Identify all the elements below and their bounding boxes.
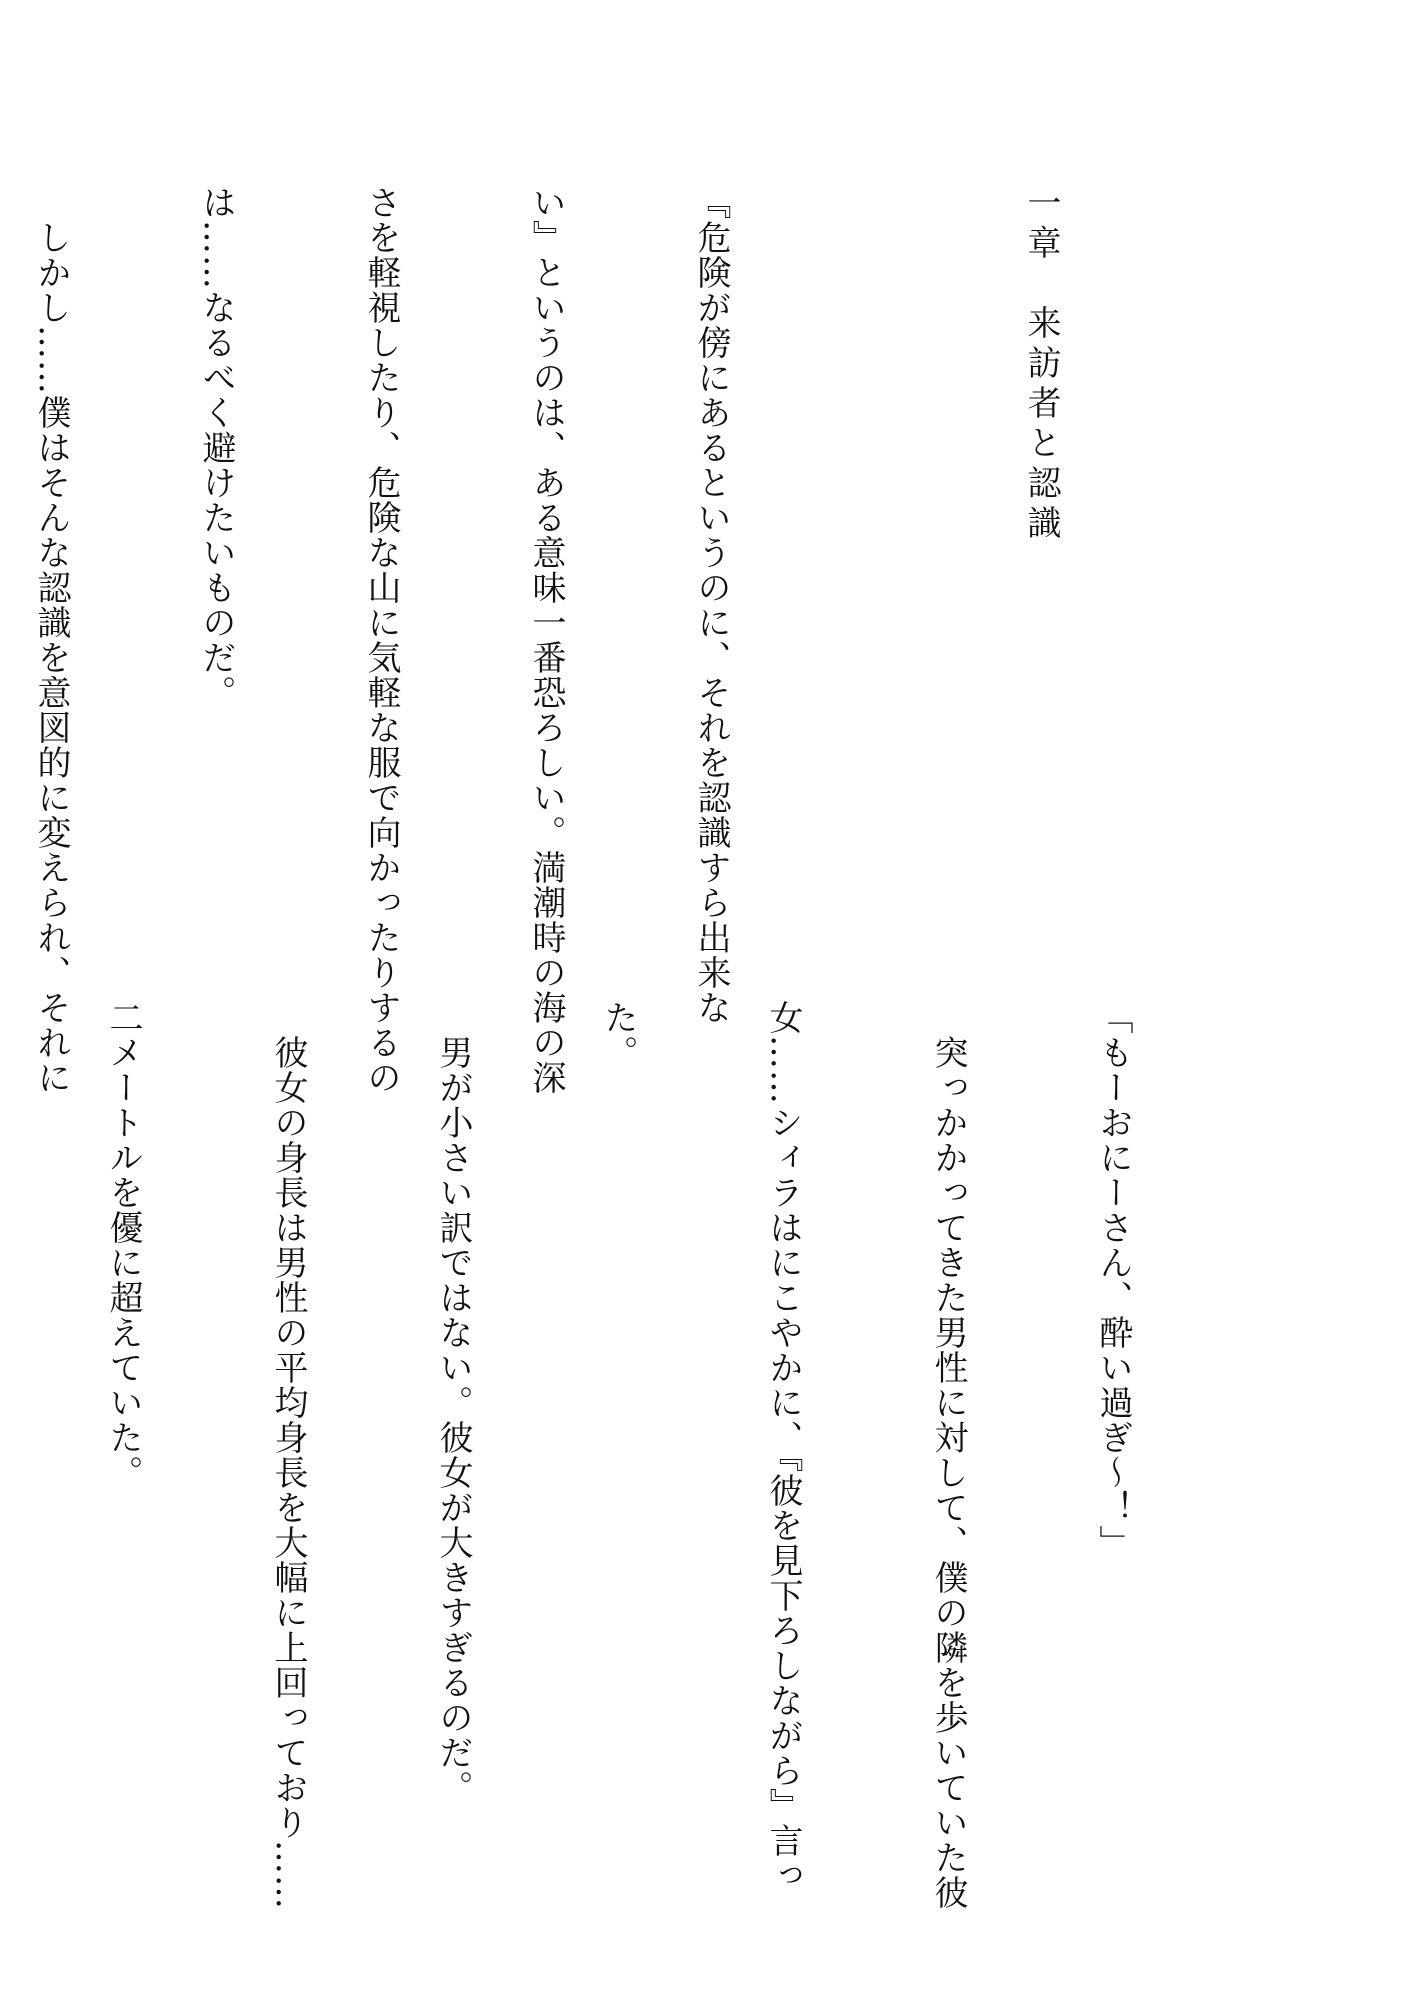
text-line: 彼女の身長は男性の平均身長を大幅に上回っており…… bbox=[268, 1000, 308, 1910]
text-line: 『危険が傍にあるというのに、それを認識すら出来な bbox=[691, 185, 731, 1025]
text-line: 「もーおにーさん、酔い過ぎ〜！」 bbox=[1093, 1000, 1133, 1560]
lower-text-block bbox=[103, 1000, 1250, 1910]
text-line: 二メートルを優に超えていた。 bbox=[103, 1000, 143, 1490]
text-line: た。 bbox=[598, 1000, 638, 1070]
chapter-title: 一章 来訪者と認識 bbox=[1021, 185, 1061, 545]
text-line: さを軽視したり、危険な山に気軽な服で向かったりするの bbox=[361, 185, 401, 1095]
text-line: 女……シィラはにこやかに、『彼を見下ろしながら』言っ bbox=[763, 1000, 803, 1893]
upper-text-block bbox=[31, 185, 1178, 1095]
text-line: は……なるべく避けたいものだ。 bbox=[196, 185, 236, 710]
text-line: しかし……僕はそんな認識を意図的に変えられ、それに bbox=[31, 185, 71, 1095]
text-line: 男が小さい訳ではない。彼女が大きすぎるのだ。 bbox=[433, 1000, 473, 1805]
text-line: い』というのは、ある意味一番恐ろしい。満潮時の海の深 bbox=[526, 185, 566, 1095]
text-line: 突っかかってきた男性に対して、僕の隣を歩いていた彼 bbox=[928, 1000, 968, 1910]
